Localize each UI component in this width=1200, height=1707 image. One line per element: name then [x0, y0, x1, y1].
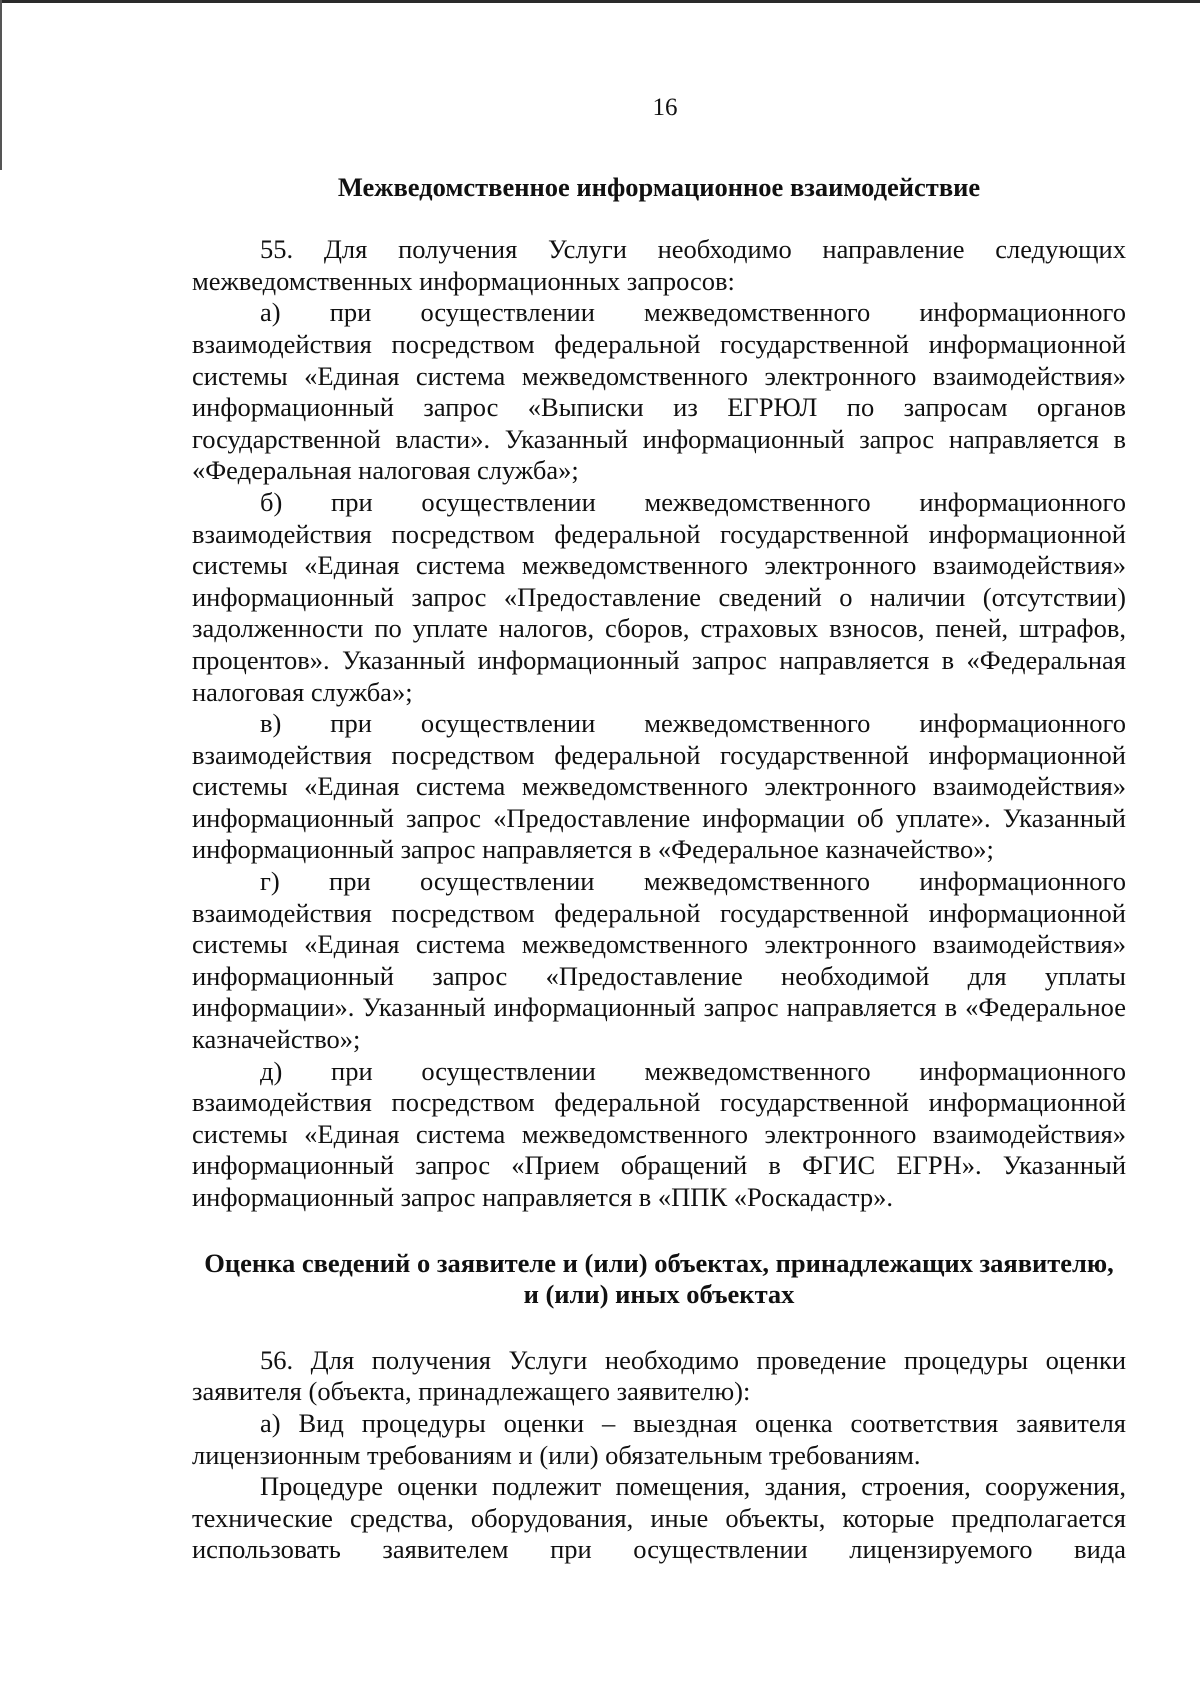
paragraph-56-procedure: Процедуре оценки подлежит помещения, здания, строения, сооружения, технические средства, оборудования, иные объекты, которые предполагается использовать заявителем при осуществлении лицензируемого вида	[192, 1471, 1126, 1565]
list-item-55a: а) при осуществлении межведомственного информационного взаимодействия посредством федеральной государственной информационной системы «Единая система межведомственного электронного взаимодействия» информационный запрос «Выписки из ЕГРЮЛ по запросам органов государственной власти». Указанный информационный запрос направляется в «Федеральная налоговая служба»;	[192, 297, 1126, 486]
section-heading-interagency: Межведомственное информационное взаимодействие	[337, 171, 981, 202]
scan-edge-left	[0, 0, 2, 170]
section-heading-assessment	[192, 1248, 1126, 1311]
section-heading-assessment-line2: и (или) иных объектах	[523, 1279, 795, 1310]
list-item-55v: в) при осуществлении межведомственного информационного взаимодействия посредством федеральной государственной информационной системы «Единая система межведомственного электронного взаимодействия» информационный запрос «Предоставление информации об уплате». Указанный информационный запрос направляется в «Федеральное казначейство»;	[192, 708, 1126, 865]
paragraph-56a: а) Вид процедуры оценки – выездная оценка соответствия заявителя лицензионным требованиям и (или) обязательным требованиям.	[192, 1407, 1126, 1470]
list-item-55b: б) при осуществлении межведомственного информационного взаимодействия посредством федеральной государственной информационной системы «Единая система межведомственного электронного взаимодействия» информационный запрос «Предоставление сведений о наличии (отсутствии) задолженности по уплате налогов, сборов, страховых взносов, пеней, штрафов, процентов». Указанный информационный запрос направляется в «Федеральная налоговая служба»;	[192, 486, 1126, 707]
section-heading-assessment-line1: Оценка сведений о заявителе и (или) объектах, принадлежащих заявителю,	[204, 1247, 1114, 1278]
page-number: 16	[652, 94, 678, 121]
list-item-55g: г) при осуществлении межведомственного информационного взаимодействия посредством федеральной государственной информационной системы «Единая система межведомственного электронного взаимодействия» информационный запрос «Предоставление необходимой для уплаты информации». Указанный информационный запрос направляется в «Федеральное казначейство»;	[192, 866, 1126, 1055]
scan-edge-top	[0, 0, 1200, 3]
paragraph-56: 56. Для получения Услуги необходимо проведение процедуры оценки заявителя (объекта, принадлежащего заявителю):	[192, 1344, 1126, 1407]
paragraph-55: 55. Для получения Услуги необходимо направление следующих межведомственных информационных запросов:	[192, 234, 1126, 296]
list-item-55d: д) при осуществлении межведомственного информационного взаимодействия посредством федеральной государственной информационной системы «Единая система межведомственного электронного взаимодействия» информационный запрос «Прием обращений в ФГИС ЕГРН». Указанный информационный запрос направляется в «ППК «Роскадастр».	[192, 1055, 1126, 1212]
document-page	[192, 92, 1126, 1566]
